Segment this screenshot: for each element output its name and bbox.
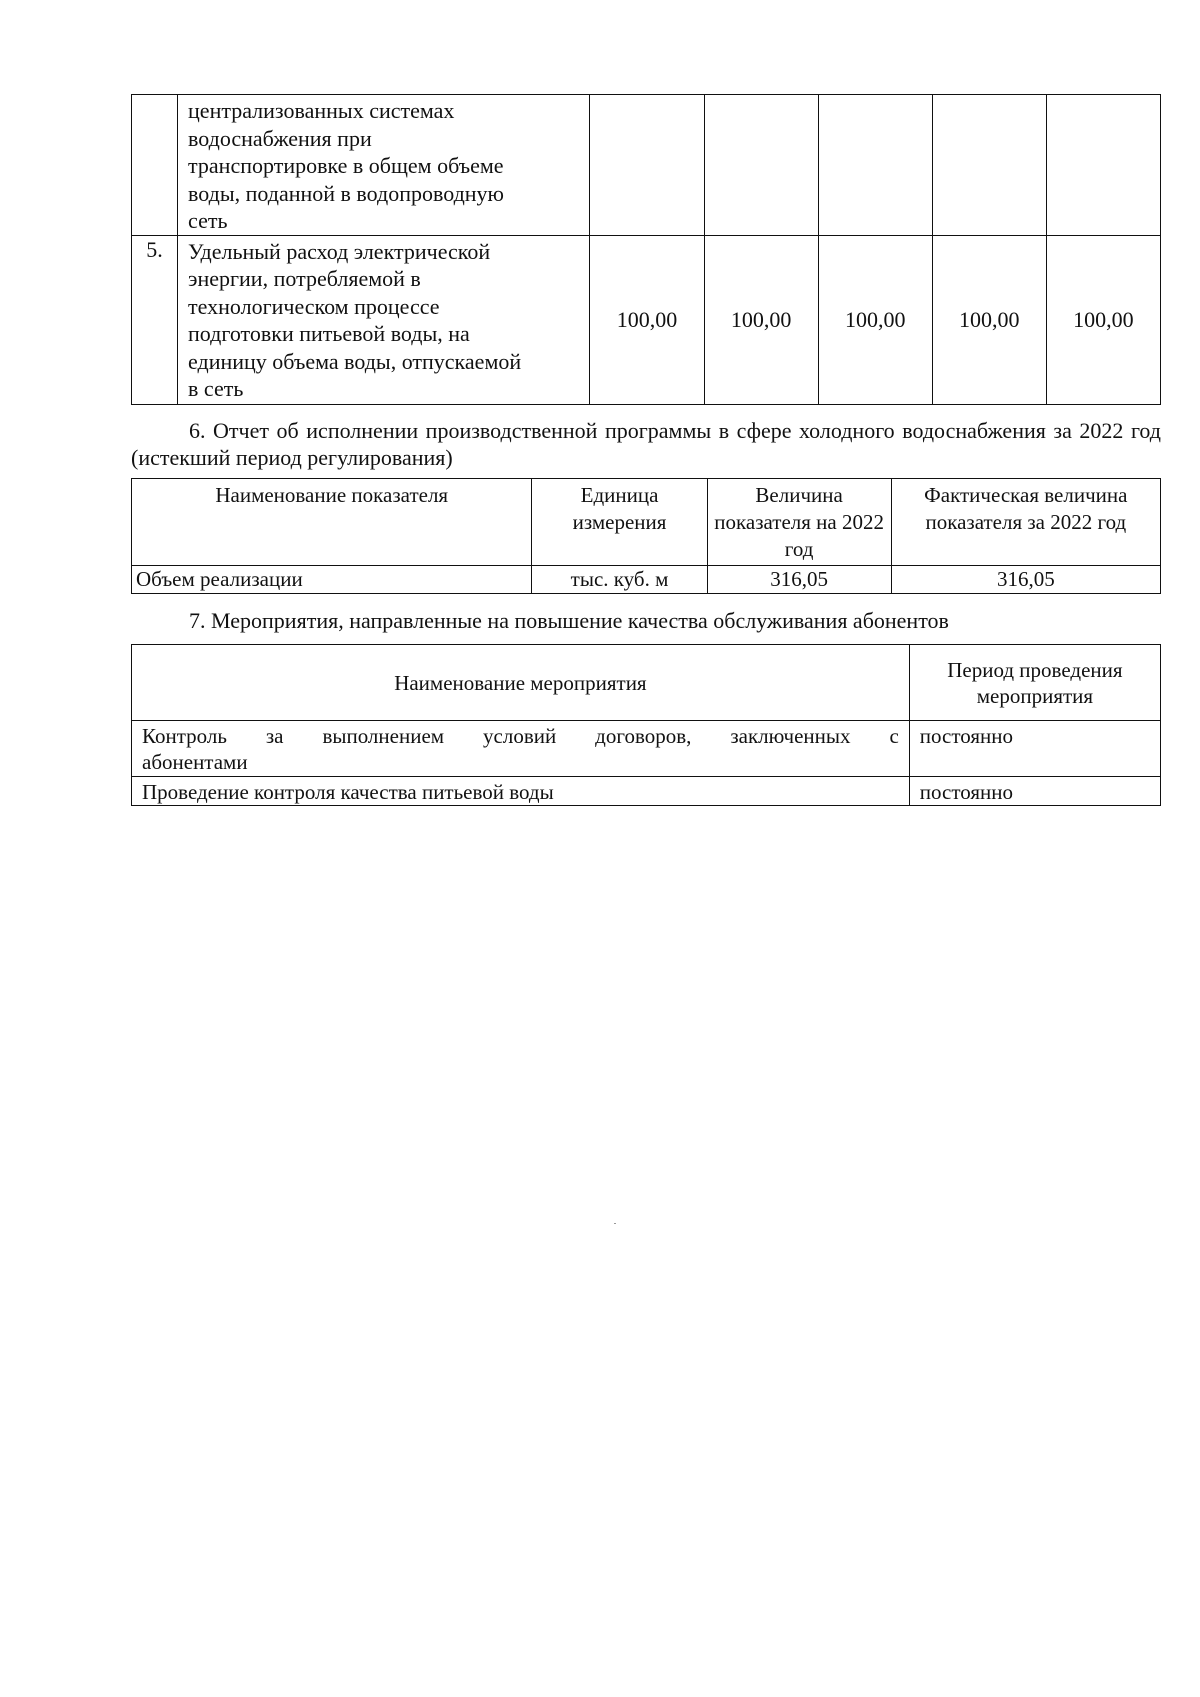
- indicator-name-line: единицу объема воды, отпускаемой: [188, 348, 522, 374]
- actual-value: 316,05: [891, 566, 1160, 594]
- indicator-name-line: подготовки питьевой воды, на: [188, 321, 470, 346]
- indicator-name-line: водоснабжения при: [188, 125, 372, 151]
- measure-period: постоянно: [909, 777, 1160, 806]
- indicator-name: Объем реализации: [132, 566, 532, 594]
- table-row: [132, 235, 1161, 404]
- table-header-row: [132, 479, 1161, 566]
- section-7-heading: 7. Мероприятия, направленные на повышение качества обслуживания абонентов: [189, 608, 949, 633]
- indicator-value: 100,00: [1046, 235, 1160, 404]
- table-header-row: [132, 645, 1161, 721]
- indicator-value: [818, 95, 932, 236]
- measure-name: [132, 721, 910, 777]
- indicators-table-continuation: [131, 94, 1161, 405]
- indicator-name-line: централизованных системах: [188, 98, 455, 123]
- header-period: Период проведения мероприятия: [909, 645, 1160, 721]
- indicator-name-line: технологическом процессе: [188, 293, 440, 319]
- table-row: [132, 566, 1161, 594]
- unit-value: тыс. куб. м: [532, 566, 707, 594]
- table-row: [132, 777, 1161, 806]
- indicator-name-line: в сеть: [188, 376, 244, 401]
- measure-name-line: Контроль за выполнением условий договоров, заключенных с: [142, 724, 899, 748]
- indicator-value: 100,00: [932, 235, 1046, 404]
- program-report-table: [131, 478, 1161, 594]
- indicator-name-line: транспортировке в общем объеме: [188, 153, 504, 178]
- indicator-name-line: сеть: [188, 208, 228, 233]
- indicator-value: [590, 95, 704, 236]
- indicator-name-line: энергии, потребляемой в: [188, 266, 421, 291]
- indicator-value: 100,00: [704, 235, 818, 404]
- service-measures-table: [131, 644, 1161, 806]
- section-6-heading: 6. Отчет об исполнении производственной программы в сфере холодного водоснабжения за 2022 год (истекший период регулирования): [131, 418, 1161, 470]
- indicator-value: [704, 95, 818, 236]
- header-actual-value: Фактическая величина показателя за 2022 год: [891, 479, 1160, 566]
- table-row: [132, 95, 1161, 236]
- header-planned-value: Величина показателя на 2022 год: [707, 479, 891, 566]
- planned-value: 316,05: [707, 566, 891, 594]
- indicator-name: [178, 95, 590, 236]
- indicator-value: 100,00: [590, 235, 704, 404]
- indicator-name-line: Удельный расход электрической: [188, 238, 491, 264]
- indicator-value: [932, 95, 1046, 236]
- row-number: [132, 95, 178, 236]
- measure-period: постоянно: [909, 721, 1160, 777]
- indicator-name-line: воды, поданной в водопроводную: [188, 180, 504, 206]
- indicator-value: [1046, 95, 1160, 236]
- header-indicator-name: Наименование показателя: [132, 479, 532, 566]
- header-measure-name: Наименование мероприятия: [132, 645, 910, 721]
- row-number: 5.: [132, 235, 178, 404]
- table-row: [132, 721, 1161, 777]
- measure-name-line: абонентами: [142, 750, 248, 774]
- scan-speck: [614, 1223, 616, 1224]
- indicator-value: 100,00: [818, 235, 932, 404]
- measure-name: Проведение контроля качества питьевой воды: [132, 777, 910, 806]
- header-unit: Единица измерения: [532, 479, 707, 566]
- indicator-name: [178, 235, 590, 404]
